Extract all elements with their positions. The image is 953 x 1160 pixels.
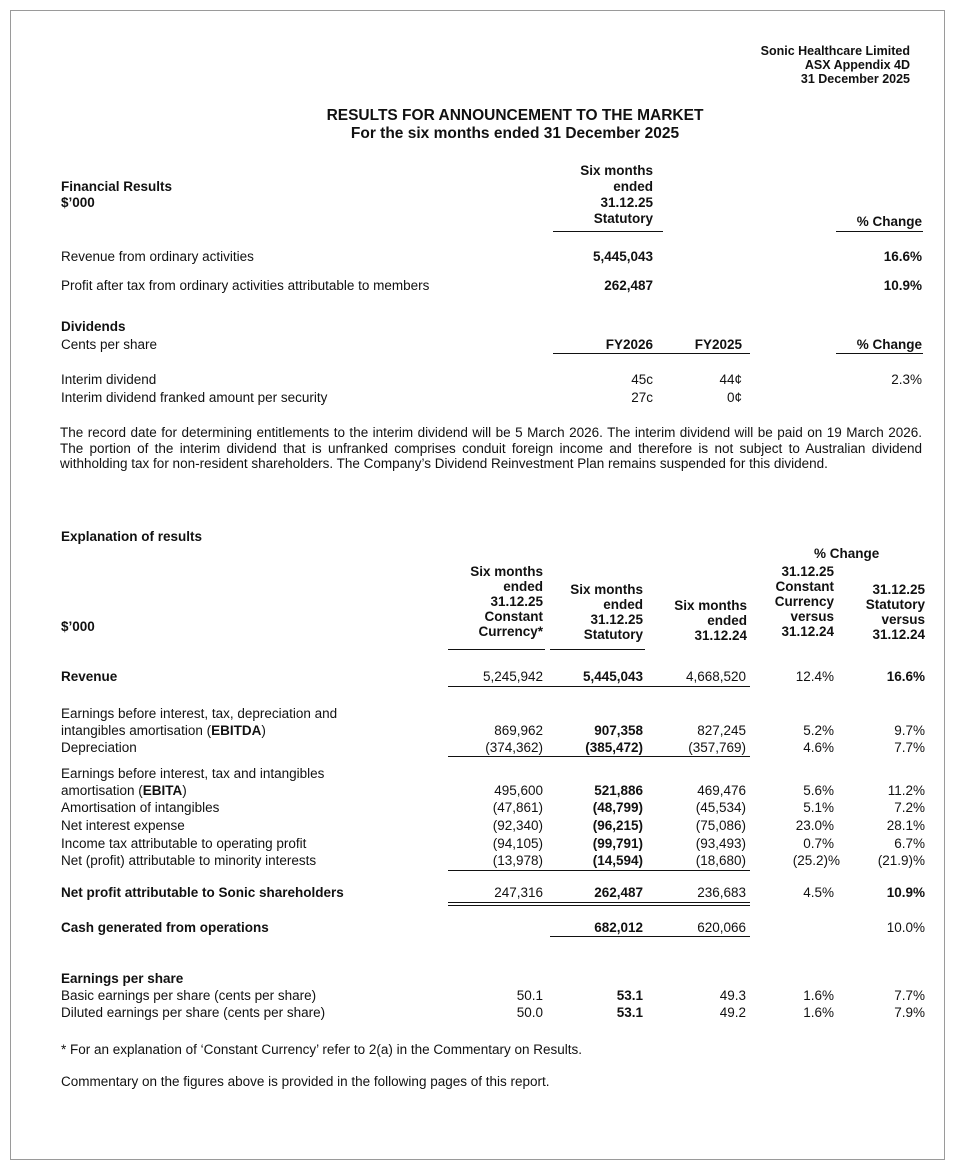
page-subtitle: For the six months ended 31 December 2025 [350,125,680,142]
commentary-note: Commentary on the figures above is provided in the following pages of this report. [61,1074,550,1089]
revenue-underline [448,686,750,687]
financial-heading: Financial Results [61,179,173,194]
change-group-header: % Change [814,546,880,561]
company-name: Sonic Healthcare Limited [760,44,910,58]
dividends-col-underline [553,353,750,354]
item-a: (94,105) [492,836,543,851]
item-d: (25.2)% [792,853,840,868]
col-d-line: Currency [774,594,834,609]
item-b: (48,799) [592,800,643,815]
eps-d: 1.6% [803,988,834,1003]
ebita-b: 521,886 [594,783,643,798]
depreciation-e: 7.7% [894,740,925,755]
item-label: Amortisation of intangibles [61,800,220,815]
eps-a: 50.0 [516,1005,543,1020]
dividend-row-fy26: 27c [631,390,653,405]
ebita-label-2 [61,783,187,798]
eps-heading: Earnings per share [61,971,184,986]
net-profit-b: 262,487 [594,885,643,900]
ebita-e: 11.2% [887,783,925,798]
explanation-heading: Explanation of results [61,529,203,544]
revenue-e: 16.6% [886,669,925,684]
ebita-label-1: Earnings before interest, tax and intangibles [61,766,325,781]
eps-e: 7.7% [894,988,925,1003]
item-label: Income tax attributable to operating profit [61,836,307,851]
col-a-line: 31.12.25 [490,594,543,609]
net-profit-a: 247,316 [494,885,543,900]
dividend-row-fy25: 0¢ [726,390,742,405]
col-d-header [775,564,834,639]
eps-label: Basic earnings per share (cents per share) [61,988,317,1003]
financial-col-header [580,163,653,227]
page-title: RESULTS FOR ANNOUNCEMENT TO THE MARKET [326,107,704,124]
item-c: (45,534) [695,800,746,815]
cash-underline [550,936,750,937]
item-a: (47,861) [492,800,543,815]
col-e-line: versus [881,612,925,627]
eps-d: 1.6% [803,1005,834,1020]
net-profit-label: Net profit attributable to Sonic shareholders [61,885,344,900]
dividends-subheading: Cents per share [61,337,158,352]
col-d-line: 31.12.25 [781,564,834,579]
financial-row-label: Profit after tax from ordinary activities attributable to members [61,278,430,293]
depreciation-label: Depreciation [61,740,137,755]
financial-unit: $’000 [61,195,95,210]
eps-e: 7.9% [894,1005,925,1020]
col-b-line: 31.12.25 [590,612,643,627]
col-e-line: Statutory [865,597,925,612]
financial-row-label: Revenue from ordinary activities [61,249,254,264]
report-type: ASX Appendix 4D [804,58,910,72]
eps-b: 53.1 [616,988,643,1003]
col-e-header [866,582,925,642]
financial-row-change: 16.6% [883,249,922,264]
financial-change-header: % Change [856,214,922,229]
dividends-col-fy26: FY2026 [605,337,653,352]
eps-a: 50.1 [516,988,543,1003]
financial-row-change: 10.9% [883,278,922,293]
item-a: (92,340) [492,818,543,833]
ebita-label-abbr: EBITA [142,783,183,798]
explanation-unit: $’000 [61,619,95,634]
col-c-line: Six months [674,598,747,613]
item-label: Net (profit) attributable to minority interests [61,853,317,868]
financial-col-line3: 31.12.25 [600,195,653,210]
ebita-label-close: ) [182,783,187,798]
financial-col-underline [553,231,663,232]
col-b-line: Statutory [583,627,643,642]
ebita-a: 495,600 [494,783,543,798]
eps-label: Diluted earnings per share (cents per share) [61,1005,326,1020]
col-a-line: Constant [484,609,543,624]
col-e-line: 31.12.24 [872,627,925,642]
eps-c: 49.3 [719,988,746,1003]
ebitda-a: 869,962 [494,723,543,738]
dividend-row-change: 2.3% [891,372,922,387]
items-underline [448,870,750,871]
col-a-header [470,564,543,639]
depreciation-c: (357,769) [688,740,746,755]
dividends-heading: Dividends [61,319,126,334]
item-e: 6.7% [894,836,925,851]
item-label: Net interest expense [61,818,185,833]
financial-col-line2: ended [613,179,653,194]
item-a: (13,978) [492,853,543,868]
item-c: (75,086) [695,818,746,833]
item-e: 7.2% [894,800,925,815]
cash-c: 620,066 [697,920,746,935]
depreciation-d: 4.6% [803,740,834,755]
financial-row-value: 262,487 [604,278,653,293]
col-b-line: Six months [570,582,643,597]
item-c: (18,680) [695,853,746,868]
item-b: (14,594) [592,853,643,868]
col-a-line: Six months [470,564,543,579]
cash-b: 682,012 [594,920,643,935]
financial-col-line1: Six months [580,163,653,178]
dividends-col-fy25: FY2025 [694,337,742,352]
col-d-line: Constant [775,579,834,594]
dividend-row-label: Interim dividend [61,372,157,387]
ebita-label-text: amortisation ( [61,783,143,798]
col-e-line: 31.12.25 [872,582,925,597]
ebitda-label-1: Earnings before interest, tax, depreciation and [61,706,338,721]
ebita-d: 5.6% [803,783,834,798]
footnote: * For an explanation of ‘Constant Currency’ refer to 2(a) in the Commentary on Results. [61,1042,582,1057]
col-d-line: versus [790,609,834,624]
depreciation-underline [448,756,750,757]
ebitda-label-2 [61,723,266,738]
ebitda-c: 827,245 [697,723,746,738]
net-profit-e: 10.9% [886,885,925,900]
col-a-underline [448,649,545,650]
col-b-line: ended [603,597,643,612]
item-b: (96,215) [592,818,643,833]
revenue-d: 12.4% [795,669,834,684]
revenue-a: 5,245,942 [482,669,543,684]
col-c-line: ended [707,613,747,628]
depreciation-a: (374,362) [485,740,543,755]
col-a-line: Currency* [478,624,543,639]
dividend-row-label: Interim dividend franked amount per security [61,390,328,405]
ebitda-label-text: intangibles amortisation ( [61,723,212,738]
col-c-line: 31.12.24 [694,628,747,643]
ebitda-label-abbr: EBITDA [211,723,262,738]
net-profit-double-underline [448,902,750,906]
item-d: 0.7% [803,836,834,851]
revenue-c: 4,668,520 [685,669,746,684]
dividend-row-fy26: 45c [631,372,653,387]
ebitda-label-close: ) [261,723,266,738]
item-b: (99,791) [592,836,643,851]
cash-e: 10.0% [886,920,925,935]
col-d-line: 31.12.24 [781,624,834,639]
ebita-c: 469,476 [697,783,746,798]
col-b-underline [550,649,645,650]
dividend-row-fy25: 44¢ [719,372,742,387]
item-c: (93,493) [695,836,746,851]
company-header [761,44,910,86]
col-a-line: ended [503,579,543,594]
dividend-note: The record date for determining entitlements to the interim dividend will be 5 March 2026. The interim dividend will be paid on 19 March 2026. The portion of the interim dividend that is unfranked comprises conduit foreign income and therefore is not subject to Australian dividend withholding tax for non-resident shareholders. The Company’s Dividend Reinvestment Plan remains suspended for this dividend. [60,425,922,471]
eps-c: 49.2 [719,1005,746,1020]
item-d: 23.0% [795,818,834,833]
ebitda-e: 9.7% [894,723,925,738]
ebitda-b: 907,358 [594,723,643,738]
item-e: (21.9)% [877,853,925,868]
net-profit-c: 236,683 [697,885,746,900]
net-profit-d: 4.5% [803,885,834,900]
dividends-change-underline [836,353,923,354]
financial-col-line4: Statutory [593,211,653,226]
item-d: 5.1% [803,800,834,815]
financial-row-value: 5,445,043 [592,249,653,264]
dividends-change-header: % Change [856,337,922,352]
col-b-header [570,582,643,642]
cash-label: Cash generated from operations [61,920,269,935]
revenue-label: Revenue [61,669,118,684]
financial-change-underline [836,231,923,232]
ebitda-d: 5.2% [803,723,834,738]
item-e: 28.1% [886,818,925,833]
revenue-b: 5,445,043 [582,669,643,684]
col-c-header [674,598,747,643]
depreciation-b: (385,472) [585,740,643,755]
eps-b: 53.1 [616,1005,643,1020]
report-date: 31 December 2025 [800,72,910,86]
